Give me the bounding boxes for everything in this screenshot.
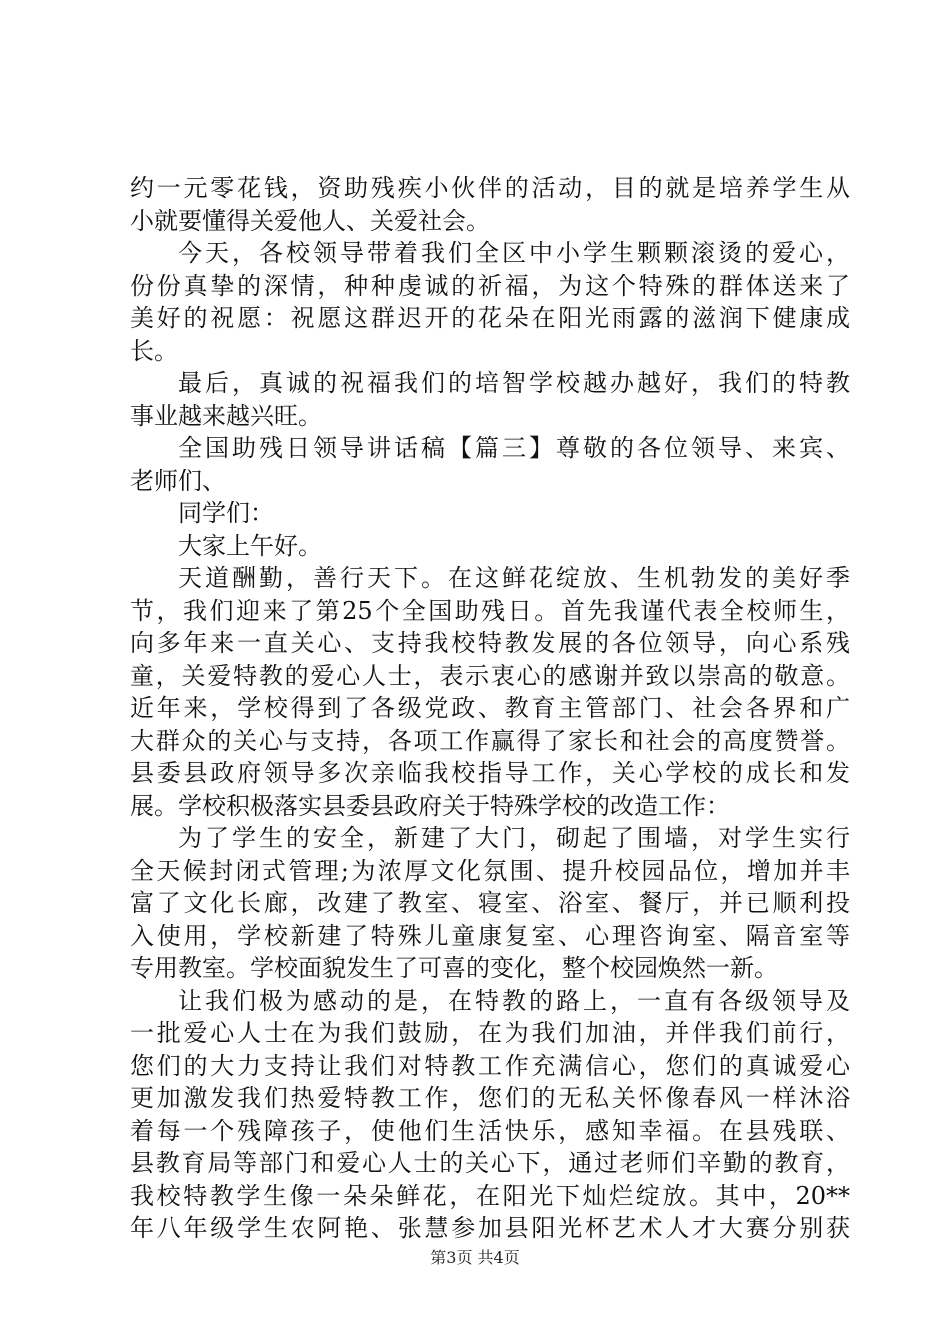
text-line: 县教育局等部门和爱心人士的关心下，通过老师们辛勤的教育，	[130, 1149, 850, 1177]
text-line: 美好的祝愿：祝愿这群迟开的花朵在阳光雨露的滋润下健康成	[130, 304, 850, 332]
text-line: 着每一个残障孩子，使他们生活快乐，感知幸福。在县残联、	[130, 1116, 850, 1145]
text-line: 长。	[130, 336, 178, 365]
text-line: 大家上午好。	[178, 531, 322, 560]
text-line: 全天候封闭式管理;为浓厚文化氛围、提升校园品位，增加并丰	[130, 856, 850, 885]
page-footer: 第3页 共4页	[430, 1248, 520, 1267]
text-line: 专用教室。学校面貌发生了可喜的变化，整个校园焕然一新。	[130, 954, 778, 982]
text-line: 大群众的关心与支持，各项工作赢得了家长和社会的高度赞誉。	[130, 726, 850, 755]
document-body	[130, 172, 850, 1245]
text-line: 展。学校积极落实县委县政府关于特殊学校的改造工作：	[130, 791, 730, 820]
text-line: 向多年来一直关心、支持我校特教发展的各位领导，向心系残	[130, 629, 850, 657]
text-line: 为了学生的安全，新建了大门，砌起了围墙，对学生实行	[178, 824, 850, 852]
text-line: 童，关爱特教的爱心人士，表示衷心的感谢并致以崇高的敬意。	[130, 661, 850, 690]
text-line: 小就要懂得关爱他人、关爱社会。	[130, 206, 490, 235]
text-line: 近年来，学校得到了各级党政、教育主管部门、社会各界和广	[130, 694, 850, 722]
text-line: 您们的大力支持让我们对特教工作充满信心，您们的真诚爱心	[130, 1051, 850, 1080]
text-line: 全国助残日领导讲话稿【篇三】尊敬的各位领导、来宾、	[178, 434, 850, 462]
text-line: 约一元零花钱，资助残疾小伙伴的活动，目的就是培养学生从	[130, 174, 850, 202]
text-line: 同学们：	[178, 499, 274, 527]
text-line: 最后，真诚的祝福我们的培智学校越办越好，我们的特教	[178, 369, 850, 397]
text-line: 县委县政府领导多次亲临我校指导工作，关心学校的成长和发	[130, 759, 850, 787]
text-line: 今天，各校领导带着我们全区中小学生颗颗滚烫的爱心，	[178, 239, 850, 267]
text-line: 事业越来越兴旺。	[130, 401, 322, 430]
text-line: 年八年级学生农阿艳、张慧参加县阳光杯艺术人才大赛分别获	[130, 1214, 850, 1242]
text-line: 入使用，学校新建了特殊儿童康复室、心理咨询室、隔音室等	[130, 921, 850, 950]
text-line: 我校特教学生像一朵朵鲜花，在阳光下灿烂绽放。其中，20**	[130, 1181, 850, 1210]
text-line: 让我们极为感动的是，在特教的路上，一直有各级领导及	[178, 986, 850, 1015]
text-line: 节，我们迎来了第25个全国助残日。首先我谨代表全校师生，	[130, 596, 850, 625]
text-line: 更加激发我们热爱特教工作，您们的无私关怀像春风一样沐浴	[130, 1084, 850, 1112]
text-line: 富了文化长廊，改建了教室、寝室、浴室、餐厅，并已顺利投	[130, 889, 850, 917]
text-line: 份份真挚的深情，种种虔诚的祈福，为这个特殊的群体送来了	[130, 271, 850, 300]
text-line: 天道酬勤，善行天下。在这鲜花绽放、生机勃发的美好季	[178, 564, 850, 592]
text-line: 一批爱心人士在为我们鼓励，在为我们加油，并伴我们前行，	[130, 1019, 850, 1047]
text-line: 老师们、	[130, 466, 226, 495]
